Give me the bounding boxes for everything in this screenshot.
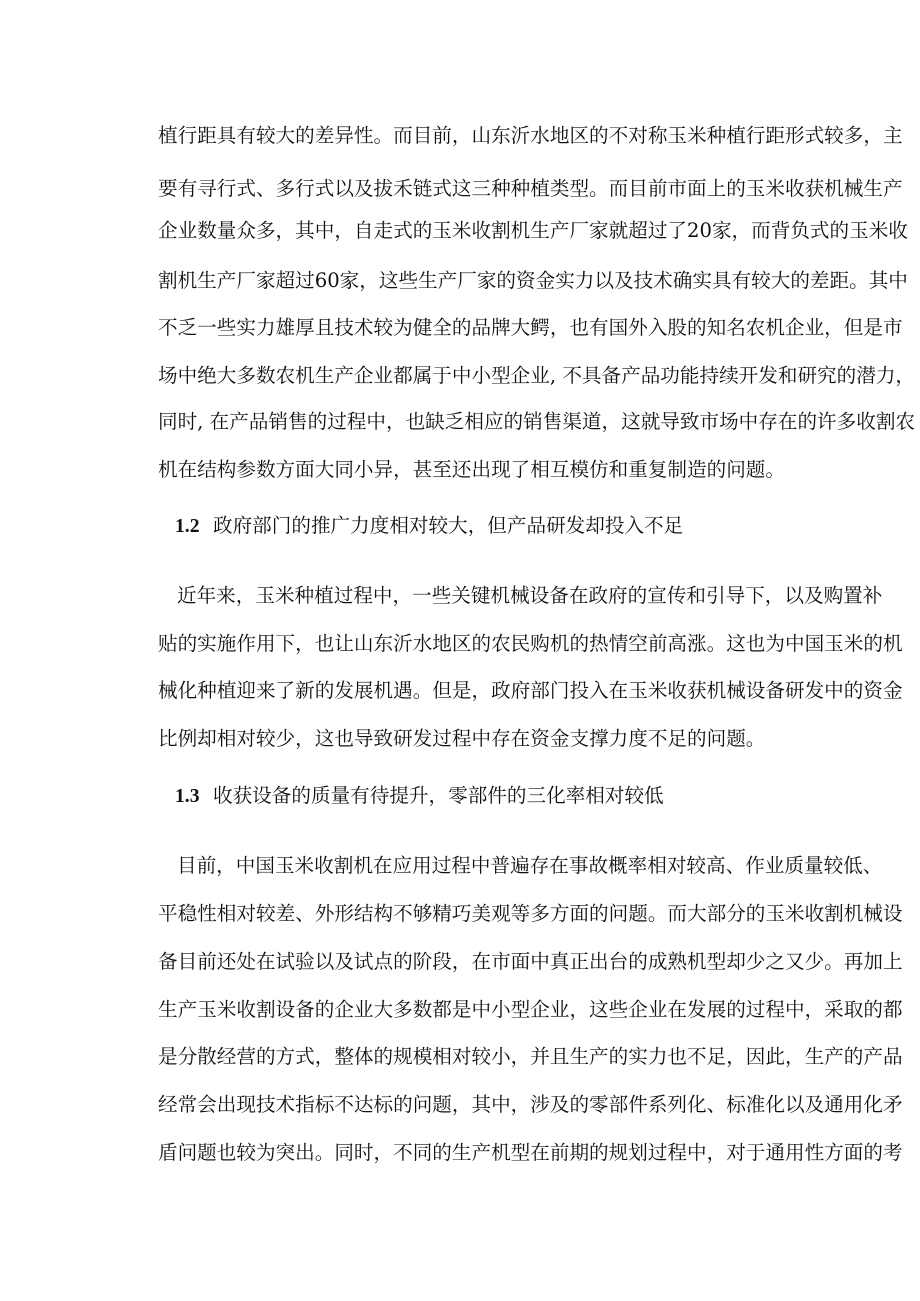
paragraph-line: 经常会出现技术指标不达标的问题，其中，涉及的零部件系列化、标准化以及通用化矛 xyxy=(158,1093,903,1116)
section-title: 收获设备的质量有待提升，零部件的三化率相对较低 xyxy=(213,784,664,807)
section-number: 1.3 xyxy=(175,786,200,807)
paragraph-line: 要有寻行式、多行式以及拔禾链式这三种种植类型。而目前市面上的玉米收获机械生产 xyxy=(158,177,903,200)
paragraph-line: 比例却相对较少，这也导致研发过程中存在资金支撑力度不足的问题。 xyxy=(158,727,766,750)
section-heading-1-2 xyxy=(175,514,775,539)
paragraph-line: 目前，中国玉米收割机在应用过程中普遍存在事故概率相对较高、作业质量较低、 xyxy=(177,854,883,877)
section-heading-1-3 xyxy=(175,784,775,809)
paragraph-line: 贴的实施作用下，也让山东沂水地区的农民购机的热情空前高涨。这也为中国玉米的机 xyxy=(158,632,903,655)
paragraph-line: 植行距具有较大的差异性。而目前，山东沂水地区的不对称玉米种植行距形式较多，主 xyxy=(158,124,903,147)
paragraph-line: 不乏一些实力雄厚且技术较为健全的品牌大鳄，也有国外入股的知名农机企业，但是市 xyxy=(158,316,903,339)
paragraph-line: 割机生产厂家超过60家，这些生产厂家的资金实力以及技术确实具有较大的差距。其中 xyxy=(158,269,908,292)
paragraph-line: 是分散经营的方式，整体的规模相对较小，并且生产的实力也不足，因此，生产的产品 xyxy=(158,1045,903,1068)
paragraph-line: 企业数量众多，其中，自走式的玉米收割机生产厂家就超过了20家，而背负式的玉米收 xyxy=(158,219,908,242)
paragraph-line: 平稳性相对较差、外形结构不够精巧美观等多方面的问题。而大部分的玉米收割机械设 xyxy=(158,902,903,925)
paragraph-line: 同时, 在产品销售的过程中，也缺乏相应的销售渠道，这就导致市场中存在的许多收割农 xyxy=(158,410,916,433)
paragraph-line: 近年来，玉米种植过程中，一些关键机械设备在政府的宣传和引导下，以及购置补 xyxy=(177,584,883,607)
section-number: 1.2 xyxy=(175,516,200,537)
paragraph-line: 机在结构参数方面大同小异，甚至还出现了相互模仿和重复制造的问题。 xyxy=(158,458,785,481)
paragraph-line: 械化种植迎来了新的发展机遇。但是，政府部门投入在玉米收获机械设备研发中的资金 xyxy=(158,679,903,702)
paragraph-line: 盾问题也较为突出。同时，不同的生产机型在前期的规划过程中，对于通用性方面的考 xyxy=(158,1141,903,1164)
paragraph-line: 生产玉米收割设备的企业大多数都是中小型企业，这些企业在发展的过程中，采取的都 xyxy=(158,998,903,1021)
paragraph-line: 场中绝大多数农机生产企业都属于中小型企业, 不具备产品功能持续开发和研究的潜力， xyxy=(158,364,916,387)
paragraph-line: 备目前还处在试验以及试点的阶段，在市面中真正出台的成熟机型却少之又少。再加上 xyxy=(158,950,903,973)
section-title: 政府部门的推广力度相对较大，但产品研发却投入不足 xyxy=(213,514,684,537)
